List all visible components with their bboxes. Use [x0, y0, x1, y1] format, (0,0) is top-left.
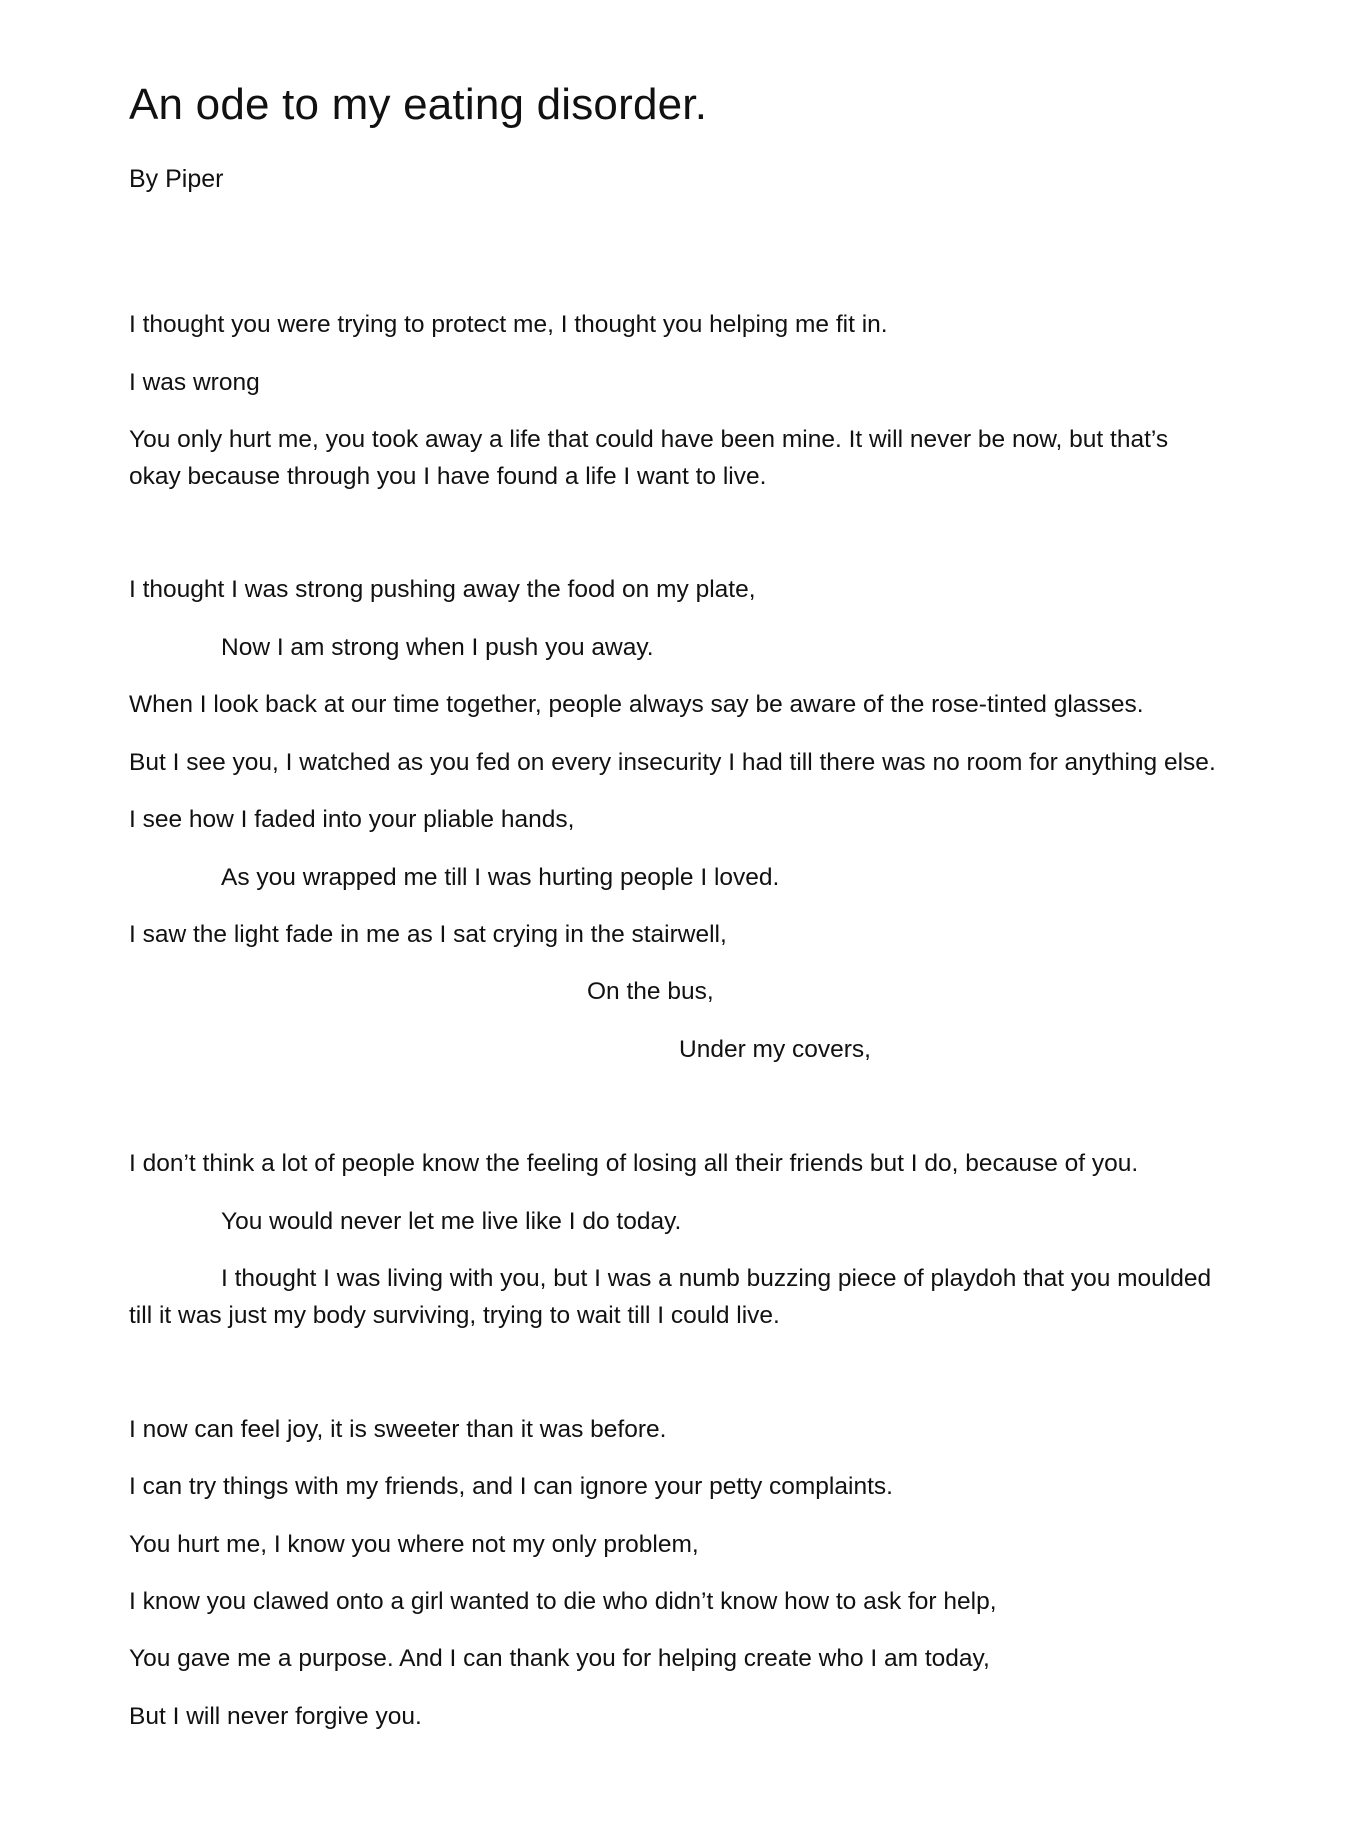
poem-line: You would never let me live like I do today. — [221, 1208, 682, 1235]
poem-line: I can try things with my friends, and I can ignore your petty complaints. — [129, 1473, 893, 1500]
poem-line: On the bus, — [587, 978, 714, 1005]
poem-line: As you wrapped me till I was hurting people I loved. — [221, 864, 780, 891]
poem-line: When I look back at our time together, people always say be aware of the rose-tinted glasses. — [129, 691, 1144, 718]
poem-line: I know you clawed onto a girl wanted to die who didn’t know how to ask for help, — [129, 1588, 997, 1615]
poem-line: I thought you were trying to protect me, I thought you helping me fit in. — [129, 311, 888, 338]
poem-line: I don’t think a lot of people know the feeling of losing all their friends but I do, because of you. — [129, 1150, 1139, 1177]
poem-line: You gave me a purpose. And I can thank you for helping create who I am today, — [129, 1645, 990, 1672]
poem-line: I now can feel joy, it is sweeter than it was before. — [129, 1416, 667, 1443]
poem-line: Under my covers, — [679, 1036, 871, 1063]
poem-line: But I see you, I watched as you fed on every insecurity I had till there was no room for anything else. — [129, 749, 1216, 776]
poem-line: I see how I faded into your pliable hands, — [129, 806, 575, 833]
poem-line: Now I am strong when I push you away. — [221, 634, 654, 661]
poem-line: I thought I was strong pushing away the food on my plate, — [129, 576, 756, 603]
poem-line: I saw the light fade in me as I sat crying in the stairwell, — [129, 921, 727, 948]
poem-line: You hurt me, I know you where not my only problem, — [129, 1531, 699, 1558]
poem-line: till it was just my body surviving, trying to wait till I could live. — [129, 1302, 780, 1329]
poem-line: I was wrong — [129, 369, 260, 396]
poem-line: okay because through you I have found a life I want to live. — [129, 463, 767, 490]
poem-author: By Piper — [129, 165, 224, 193]
poem-title: An ode to my eating disorder. — [129, 80, 708, 129]
poem-line: I thought I was living with you, but I was a numb buzzing piece of playdoh that you moulded — [221, 1265, 1212, 1292]
poem-line: But I will never forgive you. — [129, 1703, 422, 1730]
poem-line: You only hurt me, you took away a life that could have been mine. It will never be now, but that’s — [129, 426, 1169, 453]
